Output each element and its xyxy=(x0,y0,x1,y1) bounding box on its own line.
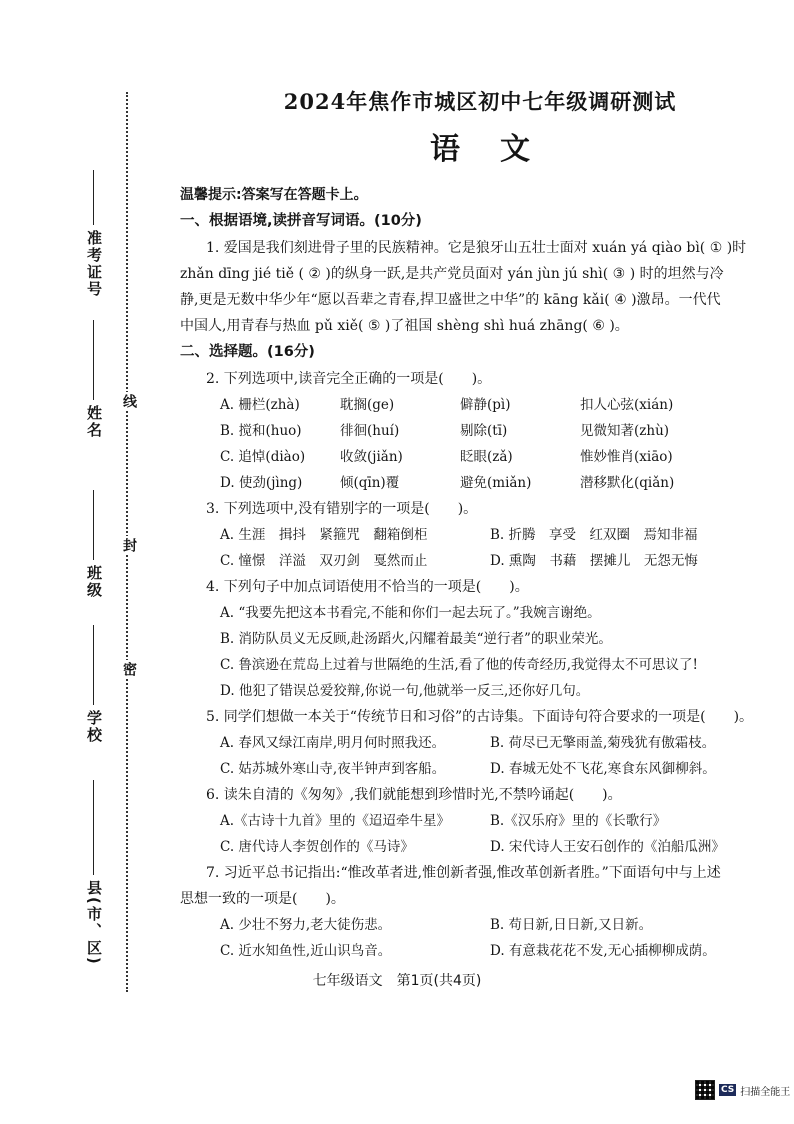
label-county: 县(市、区) xyxy=(85,880,103,966)
q5-stem: 5. 同学们想做一本关于“传统节日和习俗”的古诗集。下面诗句符合要求的一项是( )。 xyxy=(206,709,754,725)
seal-char-line: 线 xyxy=(121,394,137,408)
q7-option-row[interactable] xyxy=(180,938,780,964)
page-footer: 七年级语文 第1页(共4页) xyxy=(312,973,482,989)
q2-opt: 僻静(pì) xyxy=(460,397,511,413)
q6-stem: 6. 读朱自清的《匆匆》,我们就能想到珍惜时光,不禁吟诵起( )。 xyxy=(206,787,622,803)
q6-option-row[interactable] xyxy=(180,808,780,834)
q3-opt: C. 憧憬 洋溢 双刃剑 戛然而止 xyxy=(220,553,428,569)
q7-opt: A. 少壮不努力,老大徒伤悲。 xyxy=(220,917,392,933)
binding-margin xyxy=(0,0,150,1000)
q7-option-row[interactable] xyxy=(180,912,780,938)
q2-opt: 徘徊(huí) xyxy=(340,423,400,439)
section2-heading: 二、选择题。(16分) xyxy=(180,344,315,360)
section1-heading: 一、根据语境,读拼音写词语。(10分) xyxy=(180,213,422,229)
q2-option-row[interactable] xyxy=(180,418,780,444)
label-name: 姓名 xyxy=(85,405,103,439)
q2-opt: 剔除(tī) xyxy=(460,423,508,439)
q2-opt: A. 栅栏(zhà) xyxy=(220,397,300,413)
q2-opt: C. 追悼(diào) xyxy=(220,449,306,465)
q6-opt: B.《汉乐府》里的《长歌行》 xyxy=(490,813,667,829)
exam-tip: 温馨提示:答案写在答题卡上。 xyxy=(180,187,368,203)
scanner-watermark xyxy=(695,1080,790,1100)
q2-opt: B. 搅和(huo) xyxy=(220,423,302,439)
q4-stem: 4. 下列句子中加点词语使用不恰当的一项是( )。 xyxy=(206,579,529,595)
q2-opt: 潜移默化(qiǎn) xyxy=(580,475,675,491)
section1-line: 静,更是无数中华少年“愿以吾辈之青春,捍卫盛世之中华”的 kāng kǎi( ④ )激昂。一代代 xyxy=(180,292,721,308)
fill-line-class[interactable] xyxy=(93,490,94,560)
seal-char-secret: 密 xyxy=(121,662,137,676)
q5-opt: A. 春风又绿江南岸,明月何时照我还。 xyxy=(220,735,446,751)
q2-stem: 2. 下列选项中,读音完全正确的一项是( )。 xyxy=(206,371,492,387)
q2-opt: 避免(miǎn) xyxy=(460,475,532,491)
fill-line-exam-number[interactable] xyxy=(93,170,94,225)
q5-option-row[interactable] xyxy=(180,730,780,756)
q2-opt: 收敛(jiǎn) xyxy=(340,449,403,465)
q2-opt: 耽搁(ge) xyxy=(340,397,395,413)
section1-line: 中国人,用青春与热血 pǔ xiě( ⑤ )了祖国 shèng shì huá zhāng( ⑥ )。 xyxy=(180,318,629,334)
exam-title: 2024年焦作市城区初中七年级调研测试 xyxy=(283,89,677,114)
q3-option-row[interactable] xyxy=(180,548,780,574)
q2-opt: 眨眼(zǎ) xyxy=(460,449,513,465)
q3-opt: D. 熏陶 书藉 摆摊儿 无怨无悔 xyxy=(490,553,698,569)
q6-option-row[interactable] xyxy=(180,834,780,860)
label-exam-number: 准考证号 xyxy=(85,230,103,298)
scanner-label: 扫描全能王 xyxy=(740,1086,791,1098)
q4-option[interactable]: C. 鲁滨逊在荒岛上过着与世隔绝的生活,看了他的传奇经历,我觉得太不可思议了! xyxy=(220,657,698,673)
q7-stem-cont: 思想一致的一项是( )。 xyxy=(180,891,345,907)
exam-body xyxy=(180,80,780,964)
cs-logo-icon: CS xyxy=(721,1085,735,1095)
fill-line-name[interactable] xyxy=(93,320,94,400)
q7-stem: 7. 习近平总书记指出:“惟改革者进,惟创新者强,惟改革创新者胜。”下面语句中与上述 xyxy=(206,865,721,881)
label-class: 班级 xyxy=(85,565,103,599)
fill-line-county[interactable] xyxy=(93,780,94,875)
qr-code-icon xyxy=(695,1080,715,1100)
q2-opt: 倾(qīn)覆 xyxy=(340,475,400,491)
q2-option-row[interactable] xyxy=(180,470,780,496)
q6-opt: D. 宋代诗人王安石创作的《泊船瓜洲》 xyxy=(490,839,725,855)
q7-opt: B. 苟日新,日日新,又日新。 xyxy=(490,917,653,933)
q5-option-row[interactable] xyxy=(180,756,780,782)
q3-opt: A. 生涯 揖抖 紧箍咒 翻箱倒柜 xyxy=(220,527,428,543)
q2-option-row[interactable] xyxy=(180,444,780,470)
q3-stem: 3. 下列选项中,没有错别字的一项是( )。 xyxy=(206,501,478,517)
q5-opt: D. 春城无处不飞花,寒食东风御柳斜。 xyxy=(490,761,716,777)
q7-opt: C. 近水知鱼性,近山识鸟音。 xyxy=(220,943,392,959)
q2-opt: 扣人心弦(xián) xyxy=(580,397,674,413)
q3-opt: B. 折腾 享受 红双圈 焉知非福 xyxy=(490,527,698,543)
q4-option[interactable]: A. “我要先把这本书看完,不能和你们一起去玩了。”我婉言谢绝。 xyxy=(220,605,601,621)
q6-opt: A.《古诗十九首》里的《迢迢牵牛星》 xyxy=(220,813,451,829)
q6-opt: C. 唐代诗人李贺创作的《马诗》 xyxy=(220,839,414,855)
q2-option-row[interactable] xyxy=(180,392,780,418)
q3-option-row[interactable] xyxy=(180,522,780,548)
q2-opt: 见微知著(zhù) xyxy=(580,423,670,439)
fill-line-school[interactable] xyxy=(93,625,94,705)
q5-opt: C. 姑苏城外寒山寺,夜半钟声到客船。 xyxy=(220,761,446,777)
q4-option[interactable]: D. 他犯了错误总爱狡辩,你说一句,他就举一反三,还你好几句。 xyxy=(220,683,590,699)
q2-opt: D. 使劲(jìng) xyxy=(220,475,303,491)
q7-opt: D. 有意栽花花不发,无心插柳柳成荫。 xyxy=(490,943,716,959)
section1-line: 1. 爱国是我们刻进骨子里的民族精神。它是狼牙山五壮士面对 xuán yá qiào bì( ① )时 xyxy=(206,240,747,256)
label-school: 学校 xyxy=(85,710,103,744)
q4-option[interactable]: B. 消防队员义无反顾,赴汤蹈火,闪耀着最美“逆行者”的职业荣光。 xyxy=(220,631,612,647)
q2-opt: 惟妙惟肖(xiāo) xyxy=(580,449,673,465)
section1-line: zhǎn dīng jié tiě ( ② )的纵身一跃,是共产党员面对 yán jùn jú shì( ③ ) 时的坦然与冷 xyxy=(180,266,724,282)
q5-opt: B. 荷尽已无擎雨盖,菊残犹有傲霜枝。 xyxy=(490,735,716,751)
exam-subject: 语文 xyxy=(430,132,570,167)
seal-char-seal: 封 xyxy=(121,538,137,552)
